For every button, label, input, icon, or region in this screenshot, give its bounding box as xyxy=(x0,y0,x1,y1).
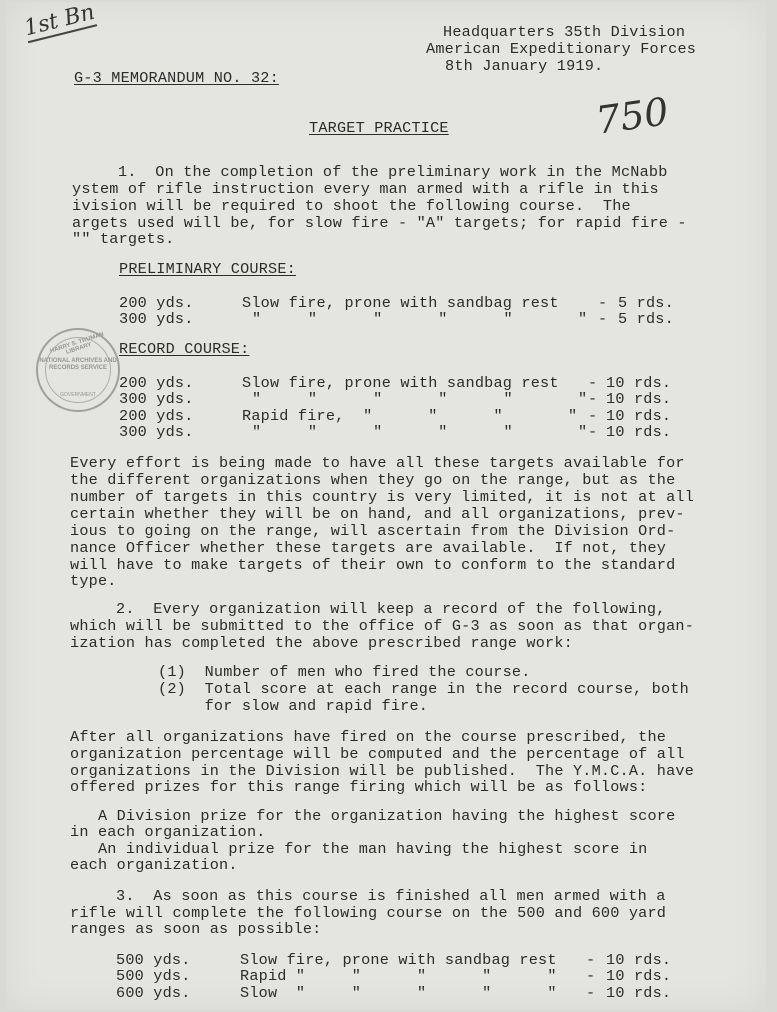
range-description: " " " " " " xyxy=(252,390,588,408)
effort-line: nance Officer whether these targets are available. If not, they xyxy=(70,539,667,557)
range-distance: 300 yds. xyxy=(119,310,194,328)
archive-stamp xyxy=(36,328,120,412)
range-rounds: 10 rds. xyxy=(606,967,672,985)
range-distance: 500 yds. xyxy=(116,951,191,969)
range-dash: - xyxy=(588,407,598,425)
range-dash: - xyxy=(588,374,598,392)
range-distance: 200 yds. xyxy=(119,294,194,312)
list-item: (2) Total score at each range in the record course, both xyxy=(158,680,689,698)
after-line: organization percentage will be computed and the percentage of all xyxy=(70,745,685,763)
range-dash: - xyxy=(598,310,608,328)
para1-line: "" targets. xyxy=(72,230,175,248)
range-rounds: 5 rds. xyxy=(618,294,674,312)
stamp-top-text: HARRY S. TRUMAN LIBRARY xyxy=(49,331,105,356)
handwritten-number: 750 xyxy=(593,89,672,143)
para2-line: ization has completed the above prescribed range work: xyxy=(70,634,573,652)
para3-line: 3. As soon as this course is finished all men armed with a xyxy=(116,887,666,905)
prize-line: in each organization. xyxy=(70,823,266,841)
range-dash: - xyxy=(586,951,596,969)
after-line: After all organizations have fired on the course prescribed, the xyxy=(70,728,667,746)
prize-line: A Division prize for the organization having the highest score xyxy=(70,807,676,825)
range-description: Rapid " " " " " xyxy=(240,967,557,985)
effort-line: the different organizations when they go on the range, but as the xyxy=(70,471,676,489)
after-line: organizations in the Division will be published. The Y.M.C.A. have xyxy=(70,762,695,780)
header-line-1: Headquarters 35th Division xyxy=(443,23,686,41)
effort-line: ious to going on the range, will ascertain from the Division Ord- xyxy=(70,522,676,540)
range-description: Slow " " " " " xyxy=(240,984,557,1002)
range-rounds: 10 rds. xyxy=(606,951,672,969)
effort-line: type. xyxy=(70,572,117,590)
range-description: " " " " " " xyxy=(252,423,588,441)
stamp-bottom-text: GOVERNMENT xyxy=(60,392,96,398)
effort-line: number of targets in this country is very limited, it is not at all xyxy=(70,488,695,506)
document-page xyxy=(6,2,766,1010)
para1-line: ivision will be required to shoot the following course. The xyxy=(72,197,631,215)
preliminary-heading: PRELIMINARY COURSE: xyxy=(119,260,296,278)
para3-line: ranges as soon as possible: xyxy=(70,920,322,938)
prize-line: An individual prize for the man having the highest score in xyxy=(70,840,648,858)
para2-line: which will be submitted to the office of G-3 as soon as that organ- xyxy=(70,617,695,635)
range-dash: - xyxy=(586,967,596,985)
range-dash: - xyxy=(588,390,598,408)
header-line-2: American Expeditionary Forces xyxy=(426,40,697,58)
range-description: Slow fire, prone with sandbag rest xyxy=(242,294,559,312)
range-description: Slow fire, prone with sandbag rest xyxy=(242,374,559,392)
subject-heading: TARGET PRACTICE xyxy=(309,119,449,137)
range-description: " " " " " " xyxy=(252,310,588,328)
range-distance: 200 yds. xyxy=(119,374,194,392)
memo-title: G-3 MEMORANDUM NO. 32: xyxy=(74,69,279,87)
range-rounds: 10 rds. xyxy=(606,984,672,1002)
range-description: Slow fire, prone with sandbag rest xyxy=(240,951,557,969)
range-rounds: 10 rds. xyxy=(606,374,672,392)
list-item: for slow and rapid fire. xyxy=(158,697,429,715)
header-line-3: 8th January 1919. xyxy=(445,57,604,75)
handwritten-battalion-note: 1st Bn xyxy=(21,0,98,42)
range-description: Rapid fire, " " " " xyxy=(242,407,578,425)
range-rounds: 10 rds. xyxy=(606,407,672,425)
range-dash: - xyxy=(598,294,608,312)
range-distance: 200 yds. xyxy=(119,407,194,425)
para1-line: 1. On the completion of the preliminary work in the McNabb xyxy=(118,163,668,181)
range-dash: - xyxy=(586,984,596,1002)
stamp-middle-text: NATIONAL ARCHIVES AND RECORDS SERVICE xyxy=(39,358,117,371)
after-line: offered prizes for this range firing which will be as follows: xyxy=(70,778,648,796)
para2-line: 2. Every organization will keep a record of the following, xyxy=(116,600,666,618)
prize-line: each organization. xyxy=(70,856,238,874)
range-distance: 500 yds. xyxy=(116,967,191,985)
effort-line: Every effort is being made to have all these targets available for xyxy=(70,454,685,472)
range-distance: 600 yds. xyxy=(116,984,191,1002)
effort-line: will have to make targets of their own to conform to the standard xyxy=(70,556,676,574)
list-item: (1) Number of men who fired the course. xyxy=(158,663,531,681)
range-rounds: 10 rds. xyxy=(606,423,672,441)
range-rounds: 5 rds. xyxy=(618,310,674,328)
para1-line: ystem of rifle instruction every man armed with a rifle in this xyxy=(72,180,659,198)
range-distance: 300 yds. xyxy=(119,423,194,441)
range-distance: 300 yds. xyxy=(119,390,194,408)
record-heading: RECORD COURSE: xyxy=(119,340,250,358)
range-dash: - xyxy=(588,423,598,441)
effort-line: certain whether they will be on hand, and all organizations, prev- xyxy=(70,505,685,523)
para3-line: rifle will complete the following course on the 500 and 600 yard xyxy=(70,904,667,922)
para1-line: argets used will be, for slow fire - "A" targets; for rapid fire - xyxy=(72,214,687,232)
range-rounds: 10 rds. xyxy=(606,390,672,408)
